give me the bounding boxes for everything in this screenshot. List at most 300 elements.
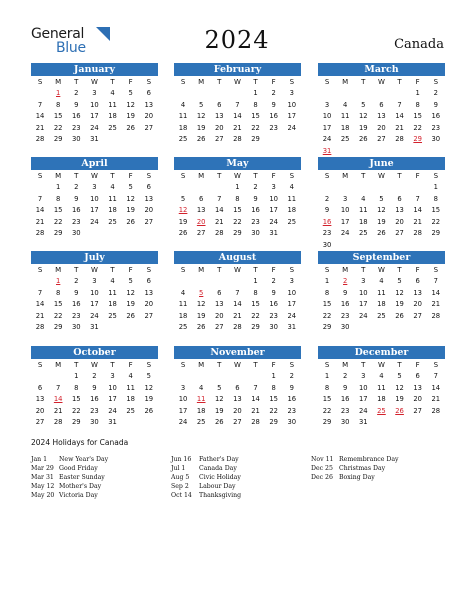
month-november bbox=[174, 346, 301, 429]
day-cell: 14 bbox=[233, 300, 242, 308]
day-cell: 3 bbox=[343, 194, 348, 203]
weekday-label: T bbox=[361, 266, 366, 274]
day-cell: 22 bbox=[233, 217, 242, 226]
empty-day-cell bbox=[228, 276, 246, 288]
holiday-row bbox=[311, 455, 399, 464]
day-cell: 24 bbox=[90, 311, 99, 320]
day-cell: 1 bbox=[271, 372, 276, 380]
day-cell: 31 bbox=[108, 418, 117, 426]
day-cell: 9 bbox=[253, 194, 258, 203]
weekday-label: S bbox=[37, 78, 43, 86]
day-cell: 18 bbox=[108, 206, 117, 214]
weekday-label: T bbox=[74, 172, 79, 180]
day-cell: 20 bbox=[395, 217, 404, 226]
day-cell: 17 bbox=[269, 206, 279, 214]
weekday-label: W bbox=[377, 78, 385, 86]
day-cell: 17 bbox=[90, 112, 99, 120]
month-day-grid bbox=[174, 76, 301, 146]
day-cell: 2 bbox=[74, 183, 79, 191]
day-cell: 11 bbox=[287, 194, 297, 203]
day-cell: 18 bbox=[196, 406, 206, 415]
weekday-label: S bbox=[433, 266, 439, 274]
weekday-label: T bbox=[361, 361, 366, 369]
month-day-grid bbox=[318, 170, 445, 251]
day-cell: 30 bbox=[269, 323, 279, 331]
day-cell: 11 bbox=[340, 112, 350, 120]
day-cell: 21 bbox=[431, 300, 441, 308]
weekday-label: F bbox=[415, 172, 420, 180]
day-cell: 21 bbox=[35, 123, 45, 132]
month-october bbox=[31, 346, 158, 429]
day-cell: 8 bbox=[324, 383, 330, 392]
weekday-label: M bbox=[198, 266, 205, 274]
month-february bbox=[174, 63, 301, 146]
holiday-column bbox=[31, 455, 108, 500]
holiday-day-cell: 1 bbox=[56, 89, 61, 97]
day-cell: 10 bbox=[358, 383, 368, 392]
day-cell: 22 bbox=[251, 311, 260, 320]
day-cell: 27 bbox=[413, 311, 423, 320]
day-cell: 17 bbox=[287, 112, 297, 120]
day-cell: 26 bbox=[126, 123, 136, 132]
day-cell: 29 bbox=[251, 135, 260, 143]
day-cell: 13 bbox=[233, 395, 242, 403]
weekday-label: S bbox=[180, 266, 186, 274]
day-cell: 15 bbox=[53, 300, 63, 308]
day-cell: 2 bbox=[74, 89, 79, 97]
weekday-label: S bbox=[146, 361, 152, 369]
empty-day-cell bbox=[192, 182, 210, 194]
day-cell: 11 bbox=[108, 100, 117, 109]
day-cell: 7 bbox=[433, 372, 438, 380]
holiday-row bbox=[31, 491, 108, 500]
day-cell: 29 bbox=[53, 135, 63, 143]
day-cell: 20 bbox=[233, 406, 242, 415]
day-cell: 20 bbox=[214, 123, 224, 132]
day-cell: 9 bbox=[74, 100, 79, 109]
day-cell: 1 bbox=[253, 277, 258, 285]
weekday-label: T bbox=[361, 172, 366, 180]
day-cell: 17 bbox=[287, 300, 297, 308]
brand-logo-word-general: General bbox=[31, 26, 85, 42]
day-cell: 13 bbox=[413, 288, 423, 297]
holiday-name: New Year's Day bbox=[59, 456, 109, 463]
day-cell: 30 bbox=[340, 323, 350, 331]
weekday-label: M bbox=[55, 266, 62, 274]
weekday-label: S bbox=[180, 78, 186, 86]
month-april bbox=[31, 157, 158, 240]
weekday-label: T bbox=[110, 361, 115, 369]
day-cell: 19 bbox=[196, 123, 206, 132]
day-cell: 11 bbox=[358, 206, 368, 214]
day-cell: 3 bbox=[361, 277, 366, 285]
month-header: July bbox=[31, 251, 158, 264]
weekday-label: M bbox=[342, 361, 349, 369]
day-cell: 24 bbox=[90, 217, 99, 226]
day-cell: 2 bbox=[289, 372, 294, 380]
day-cell: 24 bbox=[269, 217, 279, 226]
day-cell: 12 bbox=[196, 300, 206, 308]
day-cell: 25 bbox=[287, 217, 297, 226]
day-cell: 17 bbox=[358, 300, 368, 308]
day-cell: 18 bbox=[178, 311, 188, 320]
day-cell: 3 bbox=[92, 183, 97, 191]
day-cell: 6 bbox=[146, 277, 151, 285]
day-cell: 10 bbox=[287, 288, 297, 297]
day-cell: 10 bbox=[90, 100, 99, 109]
day-cell: 4 bbox=[379, 372, 384, 380]
day-cell: 16 bbox=[90, 395, 99, 403]
day-cell: 14 bbox=[431, 288, 441, 297]
holiday-day-cell: 20 bbox=[196, 217, 206, 226]
day-cell: 18 bbox=[108, 112, 117, 120]
weekday-label: W bbox=[233, 172, 241, 180]
day-cell: 28 bbox=[214, 229, 224, 237]
weekday-label: S bbox=[324, 172, 330, 180]
day-cell: 22 bbox=[53, 217, 63, 226]
day-cell: 29 bbox=[251, 323, 260, 331]
day-cell: 10 bbox=[178, 395, 188, 403]
day-cell: 17 bbox=[178, 406, 188, 415]
day-cell: 25 bbox=[108, 123, 117, 132]
empty-day-cell bbox=[210, 276, 228, 288]
holiday-date: Jan 1 bbox=[31, 456, 48, 463]
weekday-label: W bbox=[233, 78, 241, 86]
day-cell: 30 bbox=[71, 135, 81, 143]
day-cell: 13 bbox=[35, 395, 45, 403]
day-cell: 26 bbox=[126, 217, 136, 226]
weekday-label: F bbox=[271, 172, 276, 180]
weekday-label: S bbox=[324, 266, 330, 274]
day-cell: 8 bbox=[56, 100, 61, 109]
weekday-label: S bbox=[289, 361, 295, 369]
day-cell: 13 bbox=[413, 383, 423, 392]
day-cell: 26 bbox=[196, 323, 206, 331]
day-cell: 25 bbox=[377, 311, 386, 320]
day-cell: 9 bbox=[343, 288, 348, 297]
day-cell: 23 bbox=[71, 217, 81, 226]
day-cell: 9 bbox=[324, 206, 330, 214]
day-cell: 15 bbox=[71, 395, 81, 403]
day-cell: 24 bbox=[90, 123, 99, 132]
day-cell: 23 bbox=[287, 406, 297, 415]
day-cell: 14 bbox=[251, 395, 260, 403]
weekday-label: T bbox=[361, 78, 366, 86]
weekday-label: M bbox=[198, 172, 205, 180]
holiday-column bbox=[311, 455, 399, 482]
holiday-row bbox=[31, 455, 108, 464]
weekday-label: F bbox=[271, 361, 276, 369]
day-cell: 7 bbox=[56, 383, 61, 392]
day-cell: 13 bbox=[395, 206, 404, 214]
weekday-label: F bbox=[128, 361, 133, 369]
country-label: Canada bbox=[394, 37, 444, 52]
day-cell: 2 bbox=[271, 89, 276, 97]
day-cell: 16 bbox=[71, 206, 81, 214]
holiday-name: Boxing Day bbox=[339, 474, 375, 481]
weekday-label: M bbox=[342, 78, 349, 86]
day-cell: 21 bbox=[251, 406, 260, 415]
day-cell: 8 bbox=[271, 383, 276, 392]
empty-day-cell bbox=[372, 88, 390, 100]
day-cell: 30 bbox=[287, 418, 297, 426]
weekday-label: T bbox=[217, 78, 222, 86]
day-cell: 18 bbox=[178, 123, 188, 132]
day-cell: 23 bbox=[269, 311, 279, 320]
day-cell: 24 bbox=[358, 311, 368, 320]
day-cell: 21 bbox=[395, 123, 404, 132]
day-cell: 8 bbox=[433, 194, 438, 203]
day-cell: 30 bbox=[340, 418, 350, 426]
month-header: January bbox=[31, 63, 158, 76]
weekday-label: F bbox=[415, 266, 420, 274]
day-cell: 20 bbox=[144, 300, 154, 308]
holiday-day-cell: 12 bbox=[178, 206, 188, 214]
day-cell: 2 bbox=[253, 183, 258, 191]
day-cell: 5 bbox=[128, 183, 133, 191]
day-cell: 5 bbox=[146, 372, 151, 380]
day-cell: 15 bbox=[53, 206, 63, 214]
day-cell: 2 bbox=[343, 372, 348, 380]
empty-day-cell bbox=[31, 371, 49, 383]
day-cell: 12 bbox=[377, 206, 386, 214]
day-cell: 27 bbox=[196, 229, 206, 237]
day-cell: 4 bbox=[110, 277, 115, 285]
day-cell: 11 bbox=[178, 112, 188, 120]
weekday-label: T bbox=[74, 78, 79, 86]
month-day-grid bbox=[174, 359, 301, 429]
day-cell: 29 bbox=[53, 323, 63, 331]
weekday-label: S bbox=[324, 361, 330, 369]
holiday-date: Jul 1 bbox=[171, 465, 186, 472]
weekday-label: S bbox=[37, 361, 43, 369]
day-cell: 20 bbox=[144, 112, 154, 120]
day-cell: 5 bbox=[128, 277, 133, 285]
day-cell: 25 bbox=[108, 217, 117, 226]
day-cell: 27 bbox=[144, 311, 154, 320]
month-january bbox=[31, 63, 158, 146]
empty-day-cell bbox=[391, 182, 409, 194]
day-cell: 7 bbox=[235, 288, 240, 297]
day-cell: 9 bbox=[343, 383, 348, 392]
month-day-grid bbox=[31, 264, 158, 334]
weekday-label: W bbox=[377, 266, 385, 274]
day-cell: 5 bbox=[397, 277, 402, 285]
day-cell: 18 bbox=[358, 217, 368, 226]
day-cell: 27 bbox=[144, 123, 154, 132]
day-cell: 19 bbox=[126, 206, 136, 214]
month-may bbox=[174, 157, 301, 240]
day-cell: 29 bbox=[431, 229, 441, 237]
day-cell: 15 bbox=[233, 206, 242, 214]
day-cell: 2 bbox=[92, 372, 97, 380]
day-cell: 30 bbox=[90, 418, 99, 426]
day-cell: 1 bbox=[235, 183, 240, 191]
day-cell: 5 bbox=[361, 100, 366, 109]
empty-day-cell bbox=[228, 371, 246, 383]
day-cell: 7 bbox=[397, 100, 402, 109]
day-cell: 12 bbox=[144, 383, 154, 392]
day-cell: 21 bbox=[233, 311, 242, 320]
day-cell: 22 bbox=[269, 406, 279, 415]
day-cell: 14 bbox=[395, 112, 404, 120]
day-cell: 9 bbox=[74, 288, 79, 297]
day-cell: 11 bbox=[178, 300, 188, 308]
day-cell: 4 bbox=[110, 89, 115, 97]
day-cell: 14 bbox=[233, 112, 242, 120]
day-cell: 26 bbox=[196, 135, 206, 143]
day-cell: 16 bbox=[71, 112, 81, 120]
day-cell: 23 bbox=[431, 123, 441, 132]
day-cell: 9 bbox=[74, 194, 79, 203]
weekday-label: T bbox=[397, 78, 402, 86]
weekday-label: F bbox=[128, 172, 133, 180]
day-cell: 12 bbox=[126, 100, 136, 109]
day-cell: 25 bbox=[340, 135, 350, 143]
weekday-label: T bbox=[397, 172, 402, 180]
day-cell: 19 bbox=[395, 395, 404, 403]
day-cell: 21 bbox=[214, 217, 224, 226]
empty-day-cell bbox=[210, 88, 228, 100]
day-cell: 28 bbox=[431, 311, 441, 320]
day-cell: 5 bbox=[397, 372, 402, 380]
day-cell: 31 bbox=[269, 229, 279, 237]
day-cell: 5 bbox=[379, 194, 384, 203]
day-cell: 30 bbox=[431, 135, 441, 143]
day-cell: 22 bbox=[53, 311, 63, 320]
empty-day-cell bbox=[192, 276, 210, 288]
day-cell: 8 bbox=[74, 383, 79, 392]
day-cell: 21 bbox=[233, 123, 242, 132]
day-cell: 31 bbox=[358, 418, 368, 426]
day-cell: 17 bbox=[358, 395, 368, 403]
day-cell: 6 bbox=[415, 372, 420, 380]
day-cell: 24 bbox=[287, 123, 297, 132]
empty-day-cell bbox=[354, 182, 372, 194]
day-cell: 29 bbox=[269, 418, 279, 426]
day-cell: 27 bbox=[35, 418, 45, 426]
month-august bbox=[174, 251, 301, 334]
empty-day-cell bbox=[31, 276, 49, 288]
holiday-name: Christmas Day bbox=[339, 465, 386, 472]
day-cell: 23 bbox=[90, 406, 99, 415]
weekday-label: F bbox=[271, 78, 276, 86]
day-cell: 25 bbox=[358, 229, 368, 237]
empty-day-cell bbox=[174, 371, 192, 383]
month-header: April bbox=[31, 157, 158, 170]
day-cell: 8 bbox=[324, 288, 330, 297]
day-cell: 17 bbox=[90, 206, 99, 214]
day-cell: 28 bbox=[53, 418, 63, 426]
weekday-label: T bbox=[217, 172, 222, 180]
day-cell: 17 bbox=[340, 217, 350, 226]
month-day-grid bbox=[31, 359, 158, 429]
month-march bbox=[318, 63, 445, 157]
month-day-grid bbox=[318, 76, 445, 157]
day-cell: 21 bbox=[53, 406, 63, 415]
day-cell: 22 bbox=[251, 123, 260, 132]
holiday-row bbox=[31, 464, 108, 473]
day-cell: 4 bbox=[199, 383, 204, 392]
day-cell: 6 bbox=[235, 383, 240, 392]
day-cell: 19 bbox=[178, 217, 188, 226]
day-cell: 6 bbox=[146, 89, 151, 97]
day-cell: 20 bbox=[214, 311, 224, 320]
day-cell: 1 bbox=[74, 372, 79, 380]
day-cell: 14 bbox=[431, 383, 441, 392]
day-cell: 3 bbox=[92, 277, 97, 285]
day-cell: 4 bbox=[128, 372, 133, 380]
holiday-date: May 20 bbox=[31, 492, 55, 499]
day-cell: 9 bbox=[92, 383, 97, 392]
day-cell: 8 bbox=[56, 194, 61, 203]
day-cell: 23 bbox=[340, 311, 350, 320]
empty-day-cell bbox=[174, 88, 192, 100]
holiday-day-cell: 29 bbox=[413, 135, 423, 143]
day-cell: 15 bbox=[413, 112, 423, 120]
day-cell: 9 bbox=[271, 100, 276, 109]
day-cell: 24 bbox=[358, 406, 368, 415]
day-cell: 24 bbox=[322, 135, 332, 143]
day-cell: 7 bbox=[415, 194, 420, 203]
day-cell: 16 bbox=[431, 112, 441, 120]
day-cell: 31 bbox=[90, 323, 99, 331]
day-cell: 2 bbox=[271, 277, 276, 285]
month-header: October bbox=[31, 346, 158, 359]
day-cell: 27 bbox=[144, 217, 154, 226]
day-cell: 20 bbox=[35, 406, 45, 415]
day-cell: 6 bbox=[37, 383, 43, 392]
day-cell: 3 bbox=[289, 89, 294, 97]
day-cell: 30 bbox=[71, 323, 81, 331]
day-cell: 6 bbox=[379, 100, 384, 109]
day-cell: 16 bbox=[340, 300, 350, 308]
holiday-date: Nov 11 bbox=[311, 456, 334, 463]
day-cell: 15 bbox=[269, 395, 279, 403]
weekday-label: S bbox=[37, 172, 43, 180]
holiday-row bbox=[311, 473, 399, 482]
day-cell: 2 bbox=[74, 277, 79, 285]
day-cell: 18 bbox=[377, 300, 386, 308]
holiday-date: Jun 16 bbox=[171, 456, 192, 463]
day-cell: 31 bbox=[287, 323, 297, 331]
day-cell: 17 bbox=[90, 300, 99, 308]
holiday-day-cell: 11 bbox=[196, 395, 206, 403]
weekday-label: F bbox=[128, 266, 133, 274]
day-cell: 2 bbox=[433, 89, 438, 97]
day-cell: 26 bbox=[358, 135, 368, 143]
day-cell: 15 bbox=[251, 112, 260, 120]
weekday-label: F bbox=[271, 266, 276, 274]
weekday-label: S bbox=[289, 172, 295, 180]
day-cell: 9 bbox=[271, 288, 276, 297]
day-cell: 13 bbox=[196, 206, 206, 214]
day-cell: 7 bbox=[253, 383, 258, 392]
weekday-label: W bbox=[377, 361, 385, 369]
holiday-day-cell: 14 bbox=[53, 395, 63, 403]
weekday-label: T bbox=[110, 78, 115, 86]
day-cell: 4 bbox=[110, 183, 115, 191]
day-cell: 16 bbox=[340, 395, 350, 403]
day-cell: 14 bbox=[214, 206, 224, 214]
month-header: February bbox=[174, 63, 301, 76]
holiday-day-cell: 5 bbox=[199, 288, 204, 297]
day-cell: 20 bbox=[413, 300, 423, 308]
day-cell: 4 bbox=[343, 100, 348, 109]
day-cell: 23 bbox=[71, 311, 81, 320]
day-cell: 10 bbox=[90, 194, 99, 203]
day-cell: 29 bbox=[233, 229, 242, 237]
